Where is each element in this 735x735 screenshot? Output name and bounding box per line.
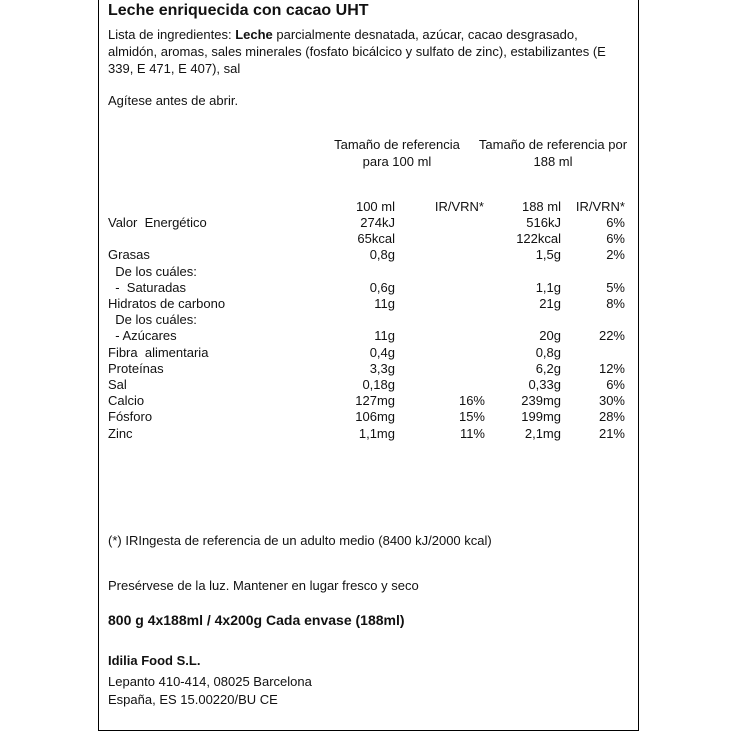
nutrition-v100-cell: 106mg (355, 409, 395, 425)
col-irvrn-100-header: IR/VRN* (434, 199, 484, 214)
nutrition-v188-cell: 199mg (521, 409, 561, 425)
nutrition-ir100-cell: 11% (459, 425, 485, 441)
nutrition-v188-cell: 0,8g (535, 344, 561, 360)
company-name: Idilia Food S.L. (108, 653, 201, 668)
nutrition-v100-cell: 11g (374, 328, 395, 344)
nutrition-v100-cell: 11g (374, 296, 395, 311)
nutrition-v188-cell: 20g (539, 328, 561, 344)
nutrition-ir188-cell: 30% (598, 393, 625, 409)
nutrition-v188-cell: 239mg (521, 393, 561, 409)
nutrition-ir188-cell: 8% (606, 296, 625, 311)
nutrition-v188-cell: 0,33g (528, 377, 561, 392)
nutrition-ir188-cell: 12% (598, 360, 625, 376)
nutrition-v188-cell: 1,5g (535, 247, 561, 263)
nutrition-label-cell: Sal (108, 377, 127, 392)
nutrition-v188-cell: 6,2g (535, 360, 561, 376)
ingredients-rest: parcialmente desnatada, azúcar, cacao desgrasado, almidón, aromas, sales minerales (fosfato bicálcico y sulfato de zinc), estabilizantes (E 339, E 471, E 407), sal (108, 27, 606, 76)
ingredients-prefix: Lista de ingredientes: (108, 27, 236, 42)
header-ref-188ml (471, 136, 635, 170)
nutrition-label-cell: Fósforo (108, 409, 153, 425)
nutrition-label-cell: - Saturadas (108, 279, 187, 295)
nutrition-label-cell: Valor Energético (108, 215, 207, 230)
product-title: Leche enriquecida con cacao UHT (108, 2, 369, 19)
ingredients-list (108, 26, 628, 77)
nutrition-ir188-cell: 5% (606, 279, 625, 295)
header-ref-100ml-line1: Tamaño de referencia (334, 137, 460, 152)
col-188ml-header: 188 ml (521, 199, 561, 214)
nutrition-label-cell: De los cuáles: (108, 312, 197, 328)
nutrition-ir100-cell: 15% (458, 409, 485, 425)
nutrition-v188-cell: 516kJ (526, 215, 561, 230)
col-irvrn-188-header: IR/VRN* (575, 199, 625, 214)
nutrition-v100-cell: 1,1mg (358, 425, 395, 441)
nutrition-ir100-cell: 16% (458, 393, 485, 409)
nutrition-ir188-cell: 6% (606, 215, 625, 230)
nutrition-ir188-cell: 6% (606, 231, 625, 247)
nutrition-ir188-cell: 2% (606, 247, 625, 263)
ingredients-bold: Leche (235, 27, 273, 42)
nutrition-v188-cell: 122kcal (516, 231, 561, 247)
package-info: 800 g 4x188ml / 4x200g Cada envase (188ml) (108, 612, 405, 628)
nutrition-v100-cell: 0,8g (369, 247, 395, 263)
header-ref-188ml-line2: 188 ml (533, 154, 573, 169)
nutrition-ir188-cell: 21% (598, 425, 625, 441)
footnote: (*) IRIngesta de referencia de un adulto medio (8400 kJ/2000 kcal) (108, 533, 492, 548)
nutrition-ir188-cell: 22% (598, 328, 625, 344)
nutrition-ir188-cell: 6% (606, 377, 625, 392)
nutrition-v100-cell: 0,18g (362, 377, 395, 392)
nutrition-label-cell: Grasas (108, 247, 150, 263)
nutrition-v100-cell: 65kcal (357, 231, 395, 247)
header-ref-100ml (327, 136, 467, 170)
nutrition-v100-cell: 0,4g (369, 344, 395, 360)
company-address-line2: España, ES 15.00220/BU CE (108, 692, 278, 707)
header-ref-188ml-line1: Tamaño de referencia por (478, 137, 628, 152)
nutrition-v100-cell: 274kJ (360, 215, 395, 230)
nutrition-v100-cell: 0,6g (369, 279, 395, 295)
nutrition-label-cell: De los cuáles: (108, 263, 197, 279)
nutrition-v100-cell: 127mg (355, 393, 395, 409)
nutrition-label-cell: Hidratos de carbono (108, 296, 226, 311)
nutrition-v188-cell: 1,1g (535, 279, 561, 295)
col-100ml-header: 100 ml (355, 199, 395, 214)
header-ref-100ml-line2: para 100 ml (362, 154, 432, 169)
nutrition-v188-cell: 2,1mg (524, 425, 561, 441)
company-address-line1: Lepanto 410-414, 08025 Barcelona (108, 674, 312, 689)
nutrition-label-cell: Calcio (108, 393, 145, 409)
product-label (98, 0, 639, 731)
nutrition-v188-cell: 21g (539, 296, 561, 311)
nutrition-label-cell: - Azúcares (108, 328, 177, 344)
nutrition-ir188-cell: 28% (598, 409, 625, 425)
storage-instructions: Presérvese de la luz. Mantener en lugar fresco y seco (108, 578, 419, 593)
nutrition-label-cell: Fibra alimentaria (108, 344, 209, 360)
nutrition-v100-cell: 3,3g (369, 360, 395, 376)
shake-instruction: Agítese antes de abrir. (108, 93, 239, 108)
nutrition-label-cell: Proteínas (108, 360, 164, 376)
nutrition-label-cell: Zinc (108, 425, 133, 441)
